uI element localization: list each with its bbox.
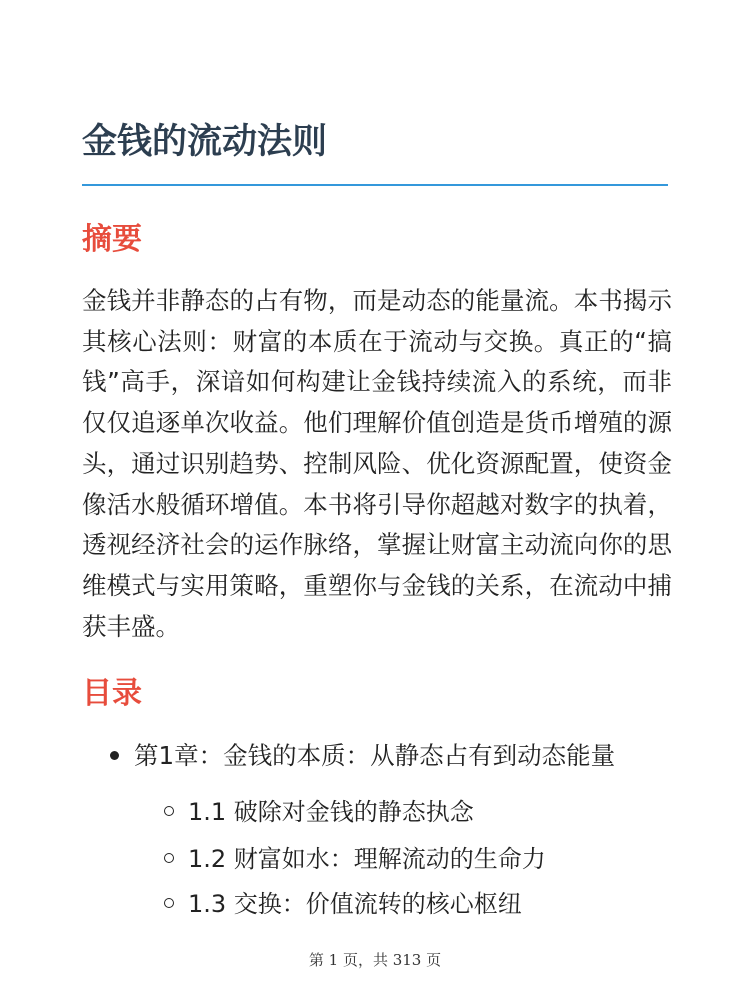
book-title: 金钱的流动法则 — [82, 122, 328, 162]
toc-heading: 目录 — [82, 676, 142, 711]
toc-chapter-1-label: 第1章：金钱的本质：从静态占有到动态能量 — [134, 741, 616, 770]
toc-section-1-3-label: 1.3 交换：价值流转的核心枢纽 — [188, 890, 522, 918]
bullet-icon — [110, 751, 119, 760]
circle-bullet-icon — [164, 898, 174, 908]
toc-section-1-2-label: 1.2 财富如水：理解流动的生命力 — [188, 845, 546, 873]
toc-section-1-1-label: 1.1 破除对金钱的静态执念 — [188, 798, 474, 826]
page-number-footer: 第 1 页，共 313 页 — [308, 951, 442, 969]
title-divider — [82, 184, 668, 186]
toc-section-1-3 — [164, 884, 522, 924]
abstract-text: 金钱并非静态的占有物，而是动态的能量流。本书揭示其核心法则：财富的本质在于流动与交换。真正的“搞钱”高手，深谙如何构建让金钱持续流入的系统，而非仅仅追逐单次收益。他们理解价值创造是货币增殖的源头，通过识别趋势、控制风险、优化资源配置，使资金像活水般循环增值。本书将引导你超越对数字的执着，透视经济社会的运作脉络，掌握让财富主动流向你的思维模式与实用策略，重塑你与金钱的关系，在流动中捕获丰盛。 — [82, 286, 672, 641]
toc-section-1-2 — [164, 839, 546, 879]
circle-bullet-icon — [164, 806, 174, 816]
toc-chapter-1 — [110, 736, 615, 776]
toc-section-1-1 — [164, 792, 474, 832]
circle-bullet-icon — [164, 853, 174, 863]
abstract-heading: 摘要 — [82, 222, 142, 257]
